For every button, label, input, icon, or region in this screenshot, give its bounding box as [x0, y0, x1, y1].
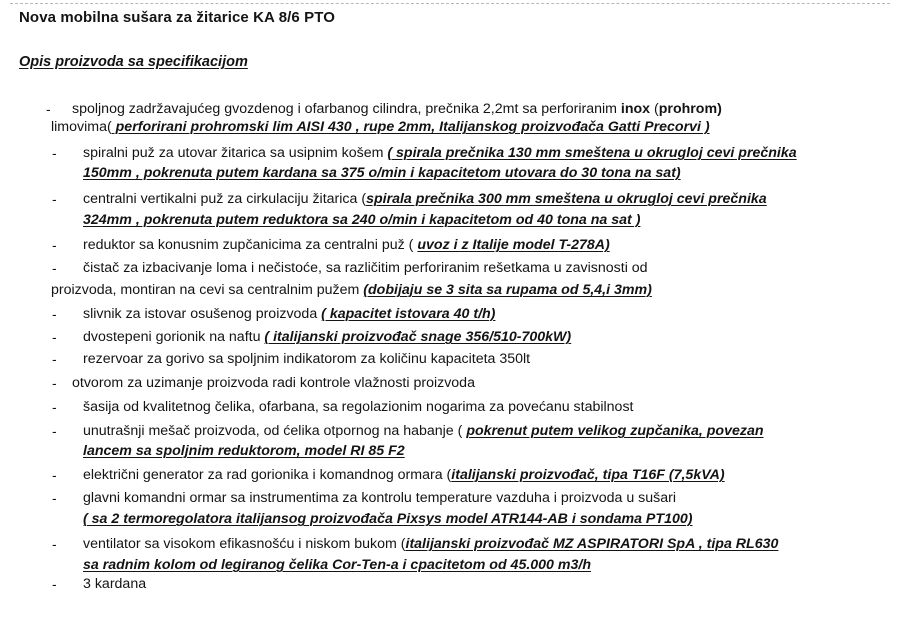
spec-emphasis: ( spirala prečnika 130 mm smeštena u okrugloj cevi prečnika: [387, 145, 797, 161]
spec-line: [83, 575, 146, 593]
bullet-dash: -: [52, 351, 57, 367]
spec-line: [83, 466, 725, 484]
spec-emphasis: ( kapacitet istovara 40 t/h): [321, 306, 496, 322]
spec-text: čistač za izbacivanje loma i nečistoće, sa različitim perforiranim rešetkama u zavisnosti od: [83, 260, 648, 276]
bullet-dash: -: [52, 423, 57, 439]
bullet-dash: -: [46, 101, 51, 117]
spec-text: dvostepeni gorionik na naftu: [83, 329, 265, 345]
spec-line: [83, 510, 692, 528]
spec-line: [83, 328, 571, 346]
spec-text: glavni komandni ormar sa instrumentima za kontrolu temperature vazduha i proizvoda u sušari: [83, 490, 677, 506]
spec-text: otvorom za uzimanje proizvoda radi kontrole vlažnosti proizvoda: [72, 375, 475, 391]
spec-emphasis: spirala prečnika 300 mm smeštena u okrugloj cevi prečnika: [366, 191, 767, 207]
spec-text: proizvoda, montiran na cevi sa centralnim pužem: [51, 282, 364, 298]
bullet-dash: -: [52, 399, 57, 415]
bullet-dash: -: [52, 191, 57, 207]
spec-text: centralni vertikalni puž za cirkulaciju žitarica (: [83, 191, 367, 207]
spec-line: [72, 374, 475, 392]
spec-line: [83, 489, 676, 507]
spec-text: električni generator za rad gorionika i komandnog ormara (: [83, 467, 452, 483]
document-title: Nova mobilna sušara za žitarice KA 8/6 PTO: [19, 9, 335, 26]
spec-text: (: [650, 101, 659, 117]
spec-line: [83, 398, 633, 416]
spec-emphasis: ( italijanski proizvođač snage 356/510-700kW): [264, 329, 572, 345]
bullet-dash: -: [52, 576, 57, 592]
spec-line: [83, 350, 530, 368]
spec-line: [83, 259, 648, 277]
spec-text: spiralni puž za utovar žitarica sa usipnim košem: [83, 145, 388, 161]
spec-bold-text: inox: [620, 101, 651, 117]
spec-text: spoljnog zadržavajućeg gvozdenog i ofarbanog cilindra, prečnika 2,2mt sa perforiranim: [72, 101, 621, 117]
spec-line: [83, 144, 797, 162]
spec-text: unutrašnji mešač proizvoda, od ćelika otpornog na habanje (: [83, 423, 467, 439]
spec-emphasis: perforirani prohromski lim AISI 430 , rupe 2mm, Italijanskog proizvođača Gatti Precorvi ): [111, 119, 710, 135]
spec-line: [72, 100, 722, 118]
bullet-dash: -: [52, 237, 57, 253]
spec-emphasis: italijanski proizvođač, tipa T16F (7,5kVA): [451, 467, 725, 483]
spec-text: šasija od kvalitetnog čelika, ofarbana, sa regolazionim nogarima za povećanu stabilnost: [83, 399, 634, 415]
spec-line: [83, 164, 681, 182]
bullet-dash: -: [52, 260, 57, 276]
spec-text: 3 kardana: [83, 576, 147, 592]
spec-line: [83, 190, 767, 208]
spec-emphasis: 150mm , pokrenuta putem kardana sa 375 o/min i kapacitetom utovara do 30 tona na sat): [83, 165, 681, 181]
spec-bold-text: prohrom): [658, 101, 722, 117]
spec-line: [83, 211, 640, 229]
spec-line: [51, 118, 710, 136]
bullet-dash: -: [52, 306, 57, 322]
spec-line: [83, 535, 778, 553]
bullet-dash: -: [52, 536, 57, 552]
spec-line: [83, 442, 405, 460]
top-divider: [10, 3, 890, 4]
spec-emphasis: lancem sa spoljnim reduktorom, model RI 85 F2: [83, 443, 405, 459]
spec-text: ventilator sa visokom efikasnošću i niskom bukom (: [83, 536, 406, 552]
spec-text: slivnik za istovar osušenog proizvoda: [83, 306, 322, 322]
spec-line: [83, 236, 610, 254]
spec-emphasis: sa radnim kolom od legiranog čelika Cor-Ten-a i cpacitetom od 45.000 m3/h: [83, 557, 591, 573]
spec-emphasis: uvoz i z Italije model T-278A): [417, 237, 610, 253]
section-heading: Opis proizvoda sa specifikacijom: [19, 54, 248, 70]
spec-emphasis: (dobijaju se 3 sita sa rupama od 5,4,i 3mm): [363, 282, 652, 298]
spec-text: limovima(: [51, 119, 112, 135]
bullet-dash: -: [52, 375, 57, 391]
bullet-dash: -: [52, 490, 57, 506]
bullet-dash: -: [52, 467, 57, 483]
spec-text: rezervoar za gorivo sa spoljnim indikatorom za količinu kapaciteta 350lt: [83, 351, 531, 367]
bullet-dash: -: [52, 329, 57, 345]
spec-text: reduktor sa konusnim zupčanicima za centralni puž (: [83, 237, 418, 253]
spec-line: [83, 305, 495, 323]
bullet-dash: -: [52, 145, 57, 161]
spec-emphasis: pokrenut putem velikog zupčanika, povezan: [466, 423, 764, 439]
spec-emphasis: italijanski proizvođač MZ ASPIRATORI SpA , tipa RL630: [405, 536, 779, 552]
spec-line: [51, 281, 652, 299]
spec-emphasis: ( sa 2 termoregolatora italijansog proizvođača Pixsys model ATR144-AB i sondama PT100): [83, 511, 693, 527]
spec-emphasis: 324mm , pokrenuta putem reduktora sa 240 o/min i kapacitetom od 40 tona na sat ): [83, 212, 641, 228]
spec-line: [83, 422, 764, 440]
spec-line: [83, 556, 591, 574]
